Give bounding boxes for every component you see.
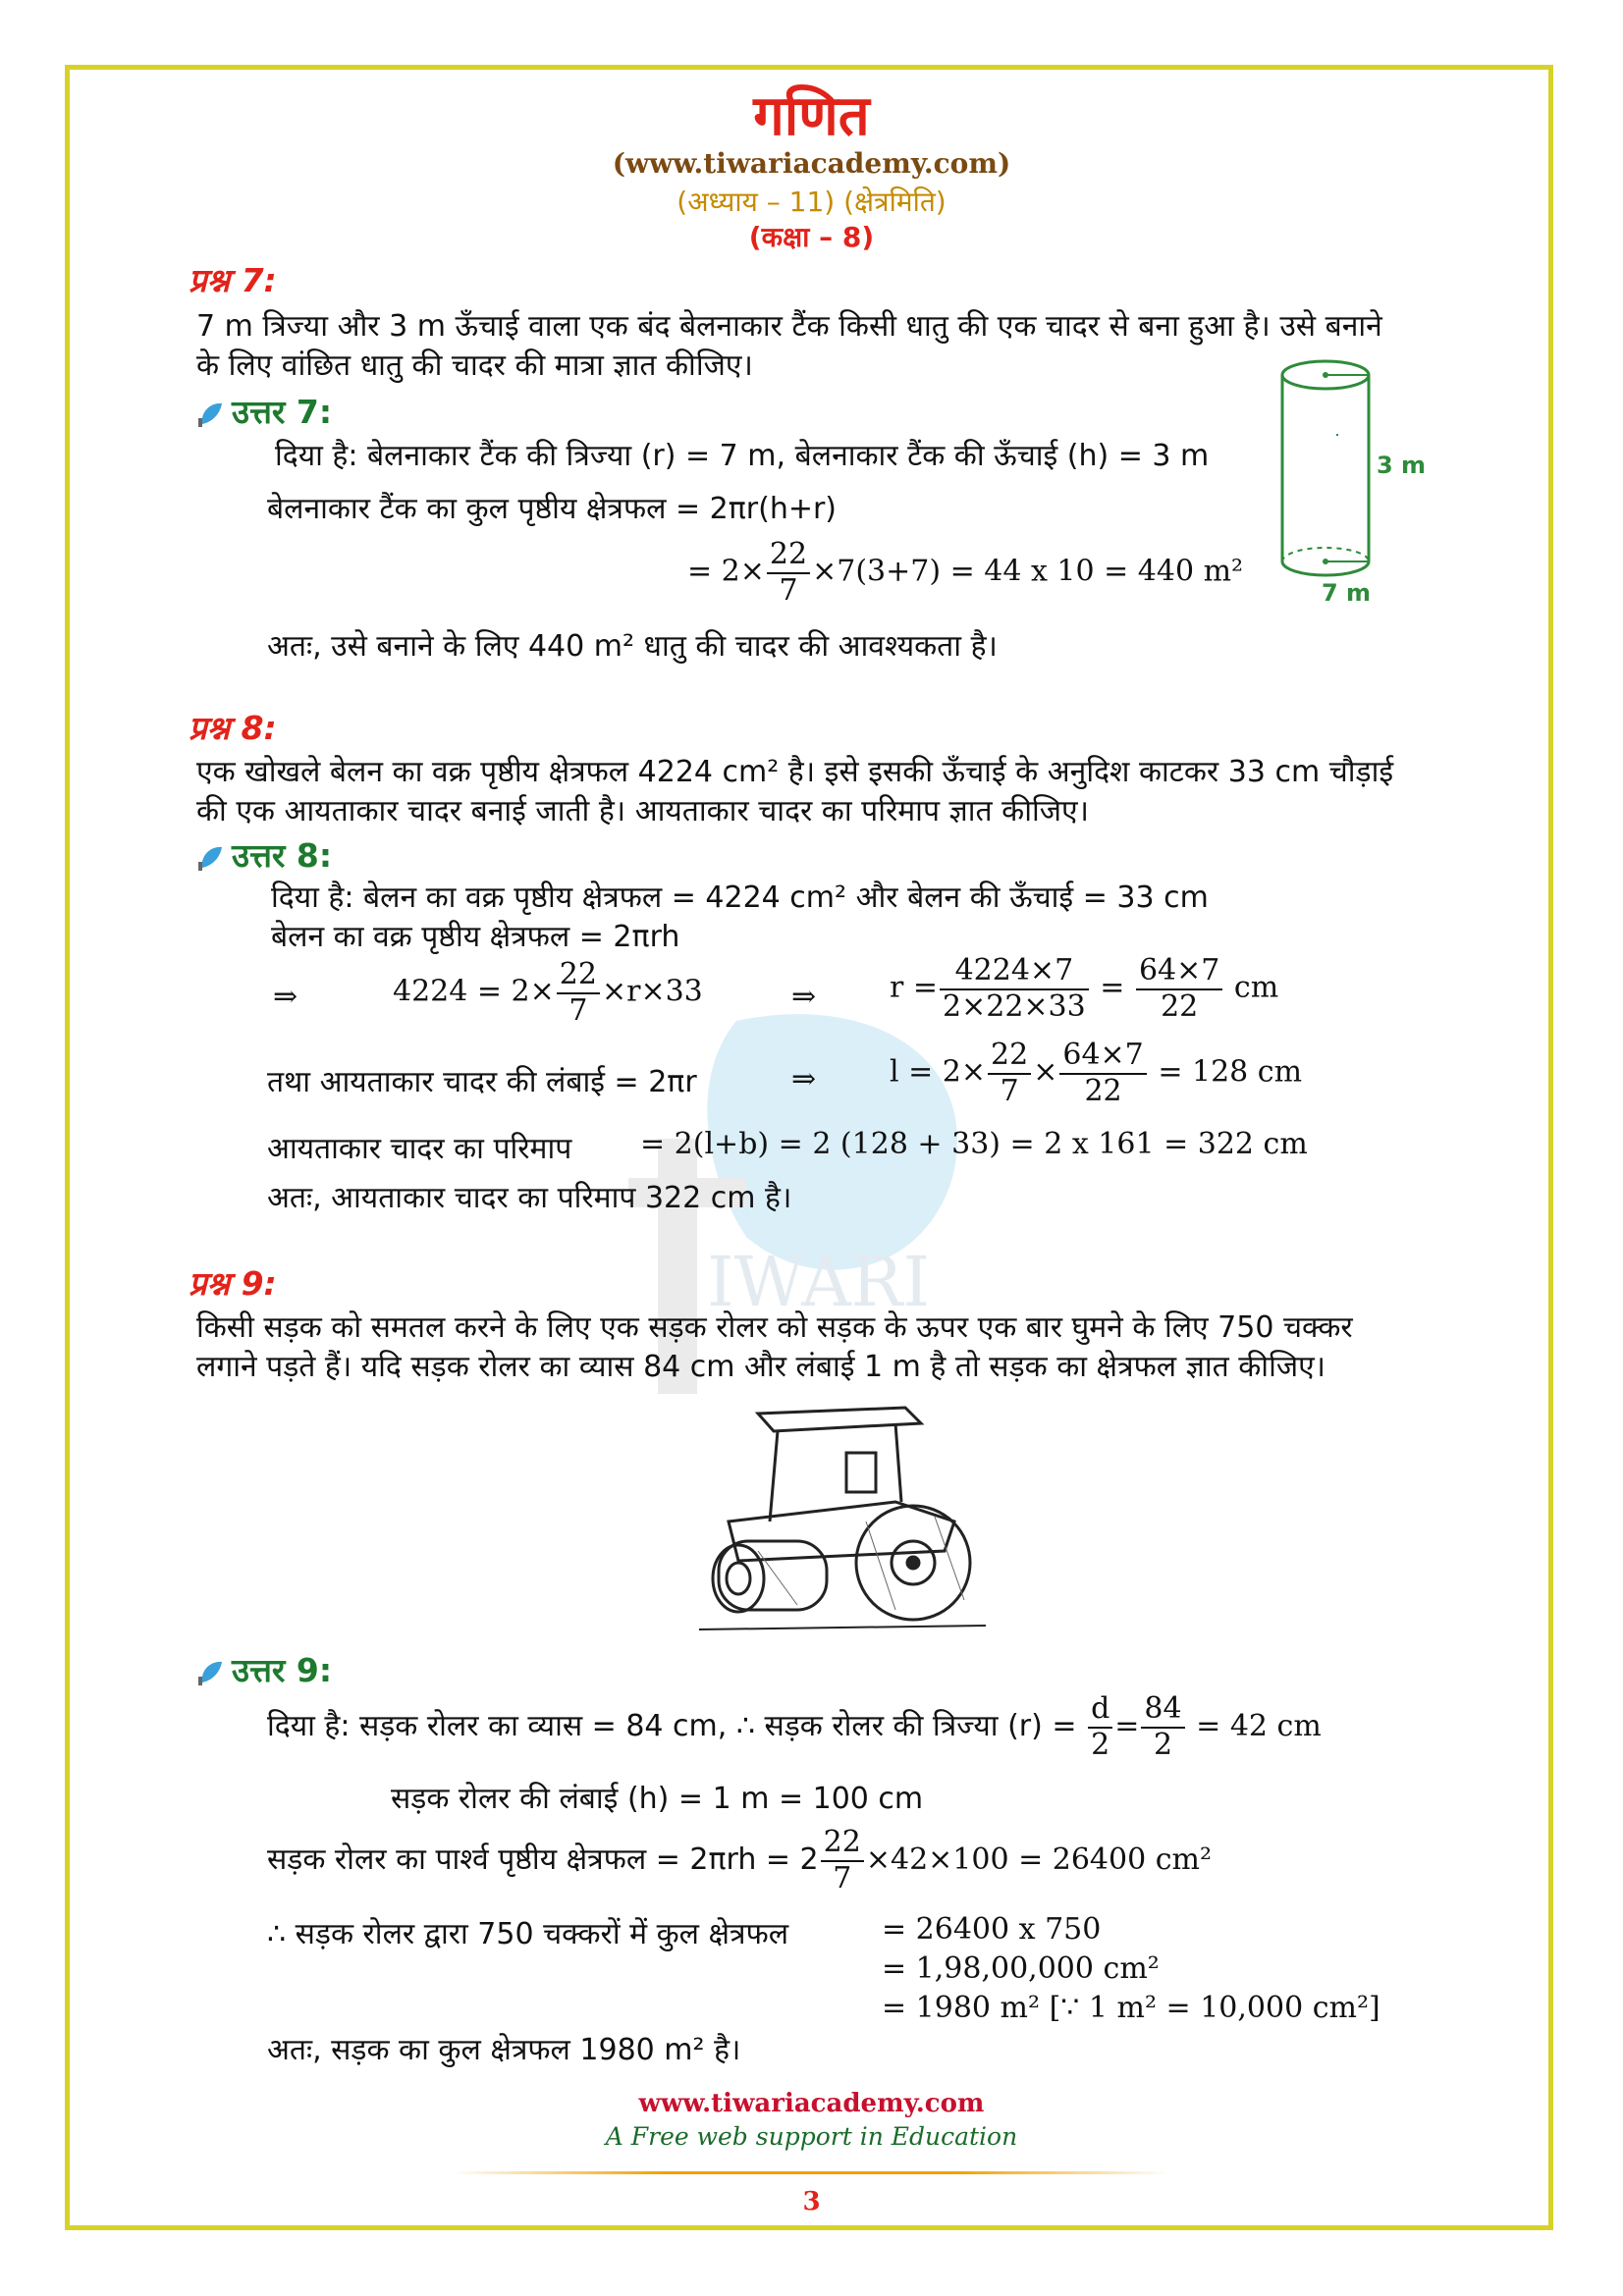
fraction-denominator: 7 [779,572,798,608]
answer-8-conclusion: अतः, आयताकार चादर का परिमाप 322 cm है। [267,1181,792,1215]
answer-8-csa-formula: बेलन का वक्र पृष्ठीय क्षेत्रफल = 2πrh [271,920,680,954]
answer-8-given: दिया है: बेलन का वक्र पृष्ठीय क्षेत्रफल = 4224 cm² और बेलन की ऊँचाई = 33 cm [271,881,1209,915]
eq1-prefix: 4224 = 2× [393,974,555,1009]
fraction [1141,1692,1184,1762]
fraction-numerator: 22 [988,1039,1031,1075]
answer-9-total-step-3: = 1980 m² [∵ 1 m² = 10,000 cm²] [882,1991,1380,2025]
answer-8-length-label: तथा आयताकार चादर की लंबाई = 2πr [267,1065,697,1099]
fraction-denominator: 2×22×33 [943,988,1086,1024]
fraction-denominator: 7 [568,992,588,1028]
leaf-icon [196,1659,224,1686]
question-8-text-line1: एक खोखले बेलन का वक्र पृष्ठीय क्षेत्रफल 4224 cm² है। इसे इसकी ऊँचाई के अनुदिश काटकर 33 cm चौड़ाई [196,755,1394,789]
answer-9-conclusion: अतः, सड़क का कुल क्षेत्रफल 1980 m² है। [267,2033,741,2067]
fraction-numerator: 64×7 [1059,1039,1146,1075]
leaf-icon [196,844,224,872]
fraction [1059,1039,1146,1108]
fraction-numerator: 22 [767,538,810,574]
question-7-text-line1: 7 m त्रिज्या और 3 m ऊँचाई वाला एक बंद बेलनाकार टैंक किसी धातु की एक चादर से बना हुआ है। उसे बनाने [196,309,1382,344]
implies-arrow-1: ⇒ [273,980,298,1014]
eq2-unit: cm [1233,970,1279,1005]
answer-9-total-step-1: = 26400 x 750 [882,1912,1102,1947]
answer-8-heading [196,832,332,877]
calc-result: ×7(3+7) = 44 x 10 = 440 m² [812,554,1244,589]
footer-tagline: A Free web support in Education [605,2122,1018,2151]
implies-arrow-2: ⇒ [791,980,817,1014]
answer-7-heading [196,389,332,433]
fraction-numerator: 22 [557,958,600,994]
fraction [988,1039,1031,1108]
fraction [1136,954,1222,1024]
fraction-denominator: 2 [1153,1727,1173,1762]
fraction-denominator: 7 [1000,1073,1019,1108]
cylinder-figure [1267,355,1443,613]
equals: = [1114,1709,1140,1743]
calc-prefix: = 2× [687,554,765,589]
answer-8-equation-1 [393,958,703,1028]
answer-7-label: उत्तर 7: [232,393,333,431]
watermark-text: IWARI [707,1242,931,1322]
road-roller-illustration [699,1394,986,1637]
leaf-icon [196,400,224,428]
answer-8-perimeter-calc: = 2(l+b) = 2 (128 + 33) = 2 x 161 = 322 cm [640,1127,1308,1161]
eq3-times: × [1033,1054,1058,1090]
cylinder-radius-label: 7 m [1322,579,1372,607]
answer-9-length: सड़क रोलर की लंबाई (h) = 1 m = 100 cm [391,1782,924,1816]
page-number: 3 [802,2187,821,2216]
page-title: गणित [753,84,870,148]
answer-8-perimeter-label: आयताकार चादर का परिमाप [267,1132,572,1166]
answer-8-label: उत्तर 8: [232,836,333,875]
question-8-text-line2: की एक आयताकार चादर बनाई जाती है। आयताकार चादर का परिमाप ज्ञात कीजिए। [196,794,1089,828]
question-8-label: प्रश्न 8: [189,709,277,747]
header-class: (कक्षा – 8) [748,221,875,253]
question-7-label: प्रश्न 7: [189,261,277,299]
question-9-text-line1: किसी सड़क को समतल करने के लिए एक सड़क रोलर को सड़क के ऊपर एक बार घुमने के लिए 750 चक्कर [196,1310,1353,1345]
fraction-numerator: 64×7 [1136,954,1222,990]
answer-7-given: दिया है: बेलनाकार टैंक की त्रिज्या (r) = 7 m, बेलनाकार टैंक की ऊँचाई (h) = 3 m [275,439,1210,473]
eq2-equals: = [1100,970,1125,1005]
fraction-denominator: 22 [1084,1073,1122,1108]
fraction-denominator: 7 [833,1860,852,1896]
fraction-denominator: 2 [1091,1727,1110,1762]
radius-result: = 42 cm [1196,1709,1322,1743]
fraction-numerator: 4224×7 [940,954,1089,990]
question-9-text-line2: लगाने पड़ते हैं। यदि सड़क रोलर का व्यास 84 cm और लंबाई 1 m है तो सड़क का क्षेत्रफल ज्ञात कीजिए। [196,1350,1326,1384]
fraction [767,538,810,608]
eq1-suffix: ×r×33 [601,974,703,1009]
answer-7-tsa-formula: बेलनाकार टैंक का कुल पृष्ठीय क्षेत्रफल = 2πr(h+r) [267,492,838,526]
answer-9-given [267,1692,1322,1762]
fraction-numerator: 84 [1141,1692,1184,1729]
footer-website-link[interactable]: www.tiwariacademy.com [638,2089,985,2118]
answer-9-label: उत्तर 9: [232,1651,333,1689]
answer-9-heading [196,1647,332,1691]
answer-8-equation-2 [890,954,1278,1024]
given-text: दिया है: सड़क रोलर का व्यास = 84 cm, ∴ सड़क रोलर की त्रिज्या (r) = [267,1709,1077,1743]
question-9-label: प्रश्न 9: [189,1264,277,1303]
question-7-text-line2: के लिए वांछित धातु की चादर की मात्रा ज्ञात कीजिए। [196,348,753,383]
footer-divider [452,2171,1168,2174]
eq3-prefix: l = 2× [890,1054,987,1090]
answer-7-conclusion: अतः, उसे बनाने के लिए 440 m² धातु की चादर की आवश्यकता है। [267,629,998,664]
fraction [557,958,600,1028]
fraction-numerator: 22 [821,1826,864,1862]
answer-9-lsa [267,1826,1212,1896]
header-chapter: (अध्याय – 11) (क्षेत्रमिति) [676,186,947,218]
answer-7-calculation [687,538,1243,608]
implies-arrow-3: ⇒ [791,1062,817,1096]
fraction-numerator: d [1088,1692,1112,1729]
answer-8-equation-3 [890,1039,1302,1108]
answer-9-total-label: ∴ सड़क रोलर द्वारा 750 चक्करों में कुल क्षेत्रफल [267,1917,789,1951]
eq2-prefix: r = [890,970,939,1005]
lsa-result: ×42×100 = 26400 cm² [865,1842,1213,1877]
eq3-result: = 128 cm [1158,1054,1303,1090]
cylinder-height-label: 3 m [1377,452,1427,479]
header-site: (www.tiwariacademy.com) [612,147,1011,180]
answer-9-total-step-2: = 1,98,00,000 cm² [882,1951,1160,1986]
lsa-prefix: सड़क रोलर का पार्श्व पृष्ठीय क्षेत्रफल = 2πrh = 2 [267,1842,819,1877]
fraction-denominator: 22 [1161,988,1199,1024]
fraction [940,954,1089,1024]
fraction [1088,1692,1112,1762]
fraction [821,1826,864,1896]
